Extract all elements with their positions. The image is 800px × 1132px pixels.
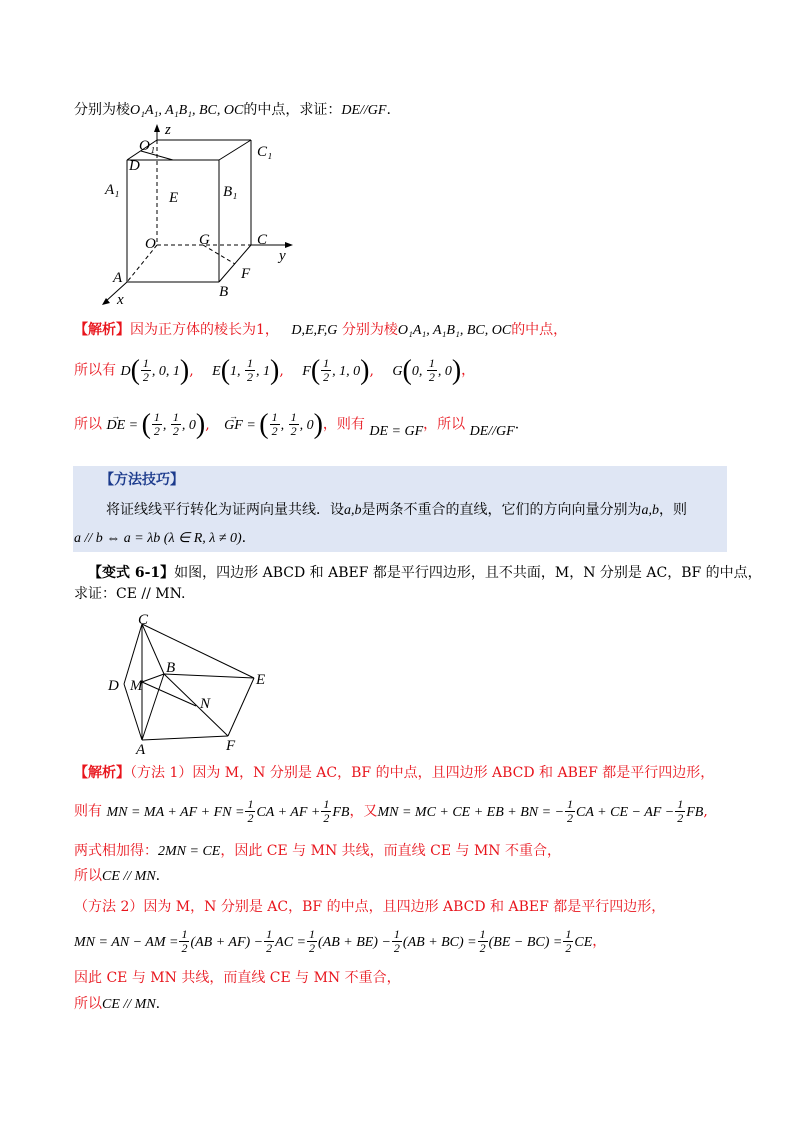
m1-concl-b: . <box>155 868 161 884</box>
intro-prefix: 分别为棱 <box>74 102 130 118</box>
m1-add-b: ，因此 CE 与 MN 共线，而直线 CE 与 MN 不重合， <box>220 843 561 859</box>
coord-E-pre: 1, <box>230 363 245 379</box>
label-B: B <box>219 284 229 300</box>
m2-eq-g: CE <box>574 934 593 950</box>
coord-F-name: F <box>302 363 311 379</box>
intro-goal: DE//GF <box>341 103 387 118</box>
label-B1: B₁ <box>223 184 238 200</box>
vec-DE-name: → DE <box>106 416 125 436</box>
frac-num: 1 <box>142 356 149 370</box>
frac-den: 2 <box>142 370 149 384</box>
frac-num: 1 <box>308 927 315 941</box>
variant-text: 如图，四边形 ABCD 和 ABEF 都是平行四边形，且不共面，M，N 分别是 AC，BF 的中点， <box>174 565 762 581</box>
tips-line1 <box>106 500 687 521</box>
label-A: A <box>113 270 123 286</box>
solution1-coords: 所以有 D( $\frac{1}{2}$ , 0, 1), E(1, $\frac{1}{2}$ , 1), F( $\frac{1}{2}$ , 1, 0), G(0, $\frac{1}{2}$ , 0)， <box>74 354 476 386</box>
m2-eq-end: ， <box>592 933 607 950</box>
coord-D-name: D <box>120 363 131 379</box>
m2-eq-f: (BE − BC) = <box>488 934 563 950</box>
vec-dot: . <box>514 416 520 433</box>
quad-label-A: A <box>136 742 146 757</box>
solution2-line2: 则有 MN = MA + AF + FN = $\frac{1}{2}$ CA + AF + $\frac{1}{2}$ FB，又MN = MC + CE + EB + BN = − $\frac{1}{2}$ CA + CE − AF − $\frac{1}{2}$ FB, <box>74 797 708 825</box>
m1-concl-eq: CE // MN <box>102 869 156 884</box>
coord-E-name: E <box>212 363 221 379</box>
quad-label-D: D <box>108 678 119 694</box>
tips-line2-end: . <box>241 530 247 546</box>
intro-edges: O₁A₁, A₁B₁, BC, OC <box>130 103 244 118</box>
frac-num: 1 <box>393 927 400 941</box>
label-A1: A₁ <box>105 182 120 198</box>
frac-num: 1 <box>153 410 160 424</box>
coord-G-pre: 0, <box>411 363 426 379</box>
frac-num: 1 <box>247 797 254 811</box>
label-z: z <box>165 124 171 138</box>
solution1-points: D,E,F,G <box>291 323 338 338</box>
frac-num: 1 <box>567 797 574 811</box>
solution1-text1: 因为正方体的棱长为1， <box>130 322 279 338</box>
frac-den: 2 <box>567 811 574 825</box>
tips-line1a: 将证线线平行转化为证两向量共线．设 <box>106 502 344 518</box>
label-O: O <box>145 236 156 252</box>
frac-num: 1 <box>266 927 273 941</box>
quad-label-F: F <box>226 738 236 754</box>
frac-num: 1 <box>172 410 179 424</box>
m1-eq1b: CA + AF + <box>256 804 321 820</box>
m1-concl-a: 所以 <box>74 868 102 884</box>
frac-den: 2 <box>479 941 486 955</box>
coord-G-name: G <box>392 363 403 379</box>
frac-den: 2 <box>308 941 315 955</box>
frac-num: 1 <box>181 927 188 941</box>
vec-eq: DE = GF <box>369 423 424 439</box>
label-x: x <box>117 292 124 308</box>
quad-label-C: C <box>138 612 149 628</box>
vec-prefix: 所以 <box>74 416 102 433</box>
variant-line2 <box>74 584 185 604</box>
frac-num: 1 <box>247 356 254 370</box>
frac-den: 2 <box>266 941 273 955</box>
frac-num: 1 <box>565 927 572 941</box>
frac-num: 1 <box>428 356 435 370</box>
m2-eq-e: (AB + BC) = <box>402 934 477 950</box>
quad-label-M: M <box>130 678 143 694</box>
vec-GF-name: → GF <box>224 416 243 436</box>
m2-intro: （方法 2）因为 M，N 分别是 AC，BF 的中点，且四边形 ABCD 和 ABEF 都是平行四边形， <box>74 899 666 915</box>
label-y: y <box>279 248 286 264</box>
coord-E-rest: , 1 <box>256 363 271 379</box>
frac-num: 1 <box>479 927 486 941</box>
frac-den: 2 <box>271 424 278 438</box>
m2-eq-a: MN = AN − AM = <box>74 934 179 950</box>
vec-so: ，所以 <box>423 416 466 433</box>
tips-line1d: a,b <box>641 503 659 518</box>
vec-conclusion: DE//GF <box>469 423 515 439</box>
m2-concl-eq: CE // MN <box>102 997 156 1012</box>
label-D: D <box>129 158 140 174</box>
coord-G-rest: , 0 <box>437 363 452 379</box>
m2-concl-b: . <box>155 996 161 1012</box>
frac-den: 2 <box>247 370 254 384</box>
solution2-line8 <box>74 994 160 1015</box>
solution2-line5 <box>74 897 665 917</box>
intro-middle: 的中点，求证： <box>243 102 342 118</box>
solution1-text3: 的中点， <box>511 322 568 338</box>
solution1-vectors: 所以 → DE = ( $\frac{1}{2}$ , $\frac{1}{2}$ , 0), → GF = ( $\frac{1}{2}$ , $\frac{1}{2}$ , 0)，则有 DE = GF，所以 DE//GF. <box>74 411 519 438</box>
solution2-line4 <box>74 866 160 887</box>
solution2-line7 <box>74 968 401 988</box>
vec-GF-rest: , 0 <box>299 417 314 433</box>
solution1-tag: 【解析】 <box>74 322 130 338</box>
m2-eq-d: (AB + BE) − <box>317 934 391 950</box>
solution2-line1 <box>74 763 714 783</box>
quad-label-N: N <box>200 696 211 712</box>
frac-den: 2 <box>172 424 179 438</box>
solution2-line6 <box>74 928 606 955</box>
m1-eq2a: MN = MC + CE + EB + BN = − <box>377 804 565 820</box>
solution2-line3 <box>74 841 561 862</box>
quad-figure <box>100 612 275 757</box>
m2-concl-a: 所以 <box>74 996 102 1012</box>
solution2-m1-intro: （方法 1）因为 M，N 分别是 AC，BF 的中点，且四边形 ABCD 和 ABEF 都是平行四边形， <box>130 765 715 781</box>
m2-so: 因此 CE 与 MN 共线，而直线 CE 与 MN 不重合， <box>74 970 401 986</box>
frac-den: 2 <box>323 811 330 825</box>
m1-eq1a: MN = MA + AF + FN = <box>106 804 245 820</box>
tips-title-text: 【方法技巧】 <box>100 472 184 488</box>
frac-den: 2 <box>393 941 400 955</box>
m1-eq2b: CA + CE − AF − <box>576 804 675 820</box>
coords-prefix: 所以有 <box>74 362 116 379</box>
variant-line1 <box>88 563 762 583</box>
vec-DE-rest: , 0 <box>181 417 196 433</box>
tips-line1e: ，则 <box>659 502 687 518</box>
intro-end: . <box>386 102 391 118</box>
frac-num: 1 <box>323 356 330 370</box>
frac-den: 2 <box>323 370 330 384</box>
cube-figure <box>95 124 305 309</box>
label-F: F <box>241 266 251 282</box>
m1-eq2c: FB <box>686 804 704 820</box>
coords-end: ， <box>461 362 476 379</box>
frac-den: 2 <box>247 811 254 825</box>
tips-line1c: 是两条不重合的直线，它们的方向向量分别为 <box>361 502 642 518</box>
vec-then: ，则有 <box>322 416 365 433</box>
frac-num: 1 <box>271 410 278 424</box>
m2-eq-c: AC = <box>275 934 306 950</box>
label-O1: O₁ <box>139 138 156 154</box>
solution2-tag: 【解析】 <box>74 765 130 781</box>
coord-F-rest: , 1, 0 <box>332 363 361 379</box>
m1-then: 则有 <box>74 803 102 820</box>
frac-den: 2 <box>677 811 684 825</box>
label-C: C <box>257 232 268 248</box>
variant-tag: 【变式 6-1】 <box>88 565 175 581</box>
frac-den: 2 <box>565 941 572 955</box>
m1-eq1c: FB <box>332 804 350 820</box>
frac-num: 1 <box>323 797 330 811</box>
tips-line2-eq: a // b ⇔ a = λb (λ ∈ R, λ ≠ 0) <box>74 531 242 546</box>
frac-den: 2 <box>181 941 188 955</box>
tips-line1b: a,b <box>344 503 362 518</box>
frac-num: 1 <box>290 410 297 424</box>
variant-prove: 求证：CE // MN. <box>74 586 186 602</box>
quad-label-E: E <box>256 672 266 688</box>
frac-den: 2 <box>290 424 297 438</box>
quad-label-B: B <box>166 660 176 676</box>
solution1-edges: O₁A₁, A₁B₁, BC, OC <box>397 323 512 338</box>
m1-also: ，又 <box>349 803 378 820</box>
tips-line2 <box>74 528 246 549</box>
m1-add-a: 两式相加得： <box>74 843 158 859</box>
m1-add-eq: 2MN = CE <box>158 844 221 859</box>
label-E: E <box>169 190 179 206</box>
frac-num: 1 <box>677 797 684 811</box>
coord-D-rest: , 0, 1 <box>151 363 180 379</box>
label-G: G <box>199 232 210 248</box>
tips-title <box>100 470 184 490</box>
label-C1: C₁ <box>257 144 273 160</box>
solution1-text2: 分别为棱 <box>341 322 398 338</box>
frac-den: 2 <box>153 424 160 438</box>
solution1-line1 <box>74 320 567 341</box>
m2-eq-b: (AB + AF) − <box>190 934 264 950</box>
intro-line <box>74 100 391 121</box>
frac-den: 2 <box>428 370 435 384</box>
